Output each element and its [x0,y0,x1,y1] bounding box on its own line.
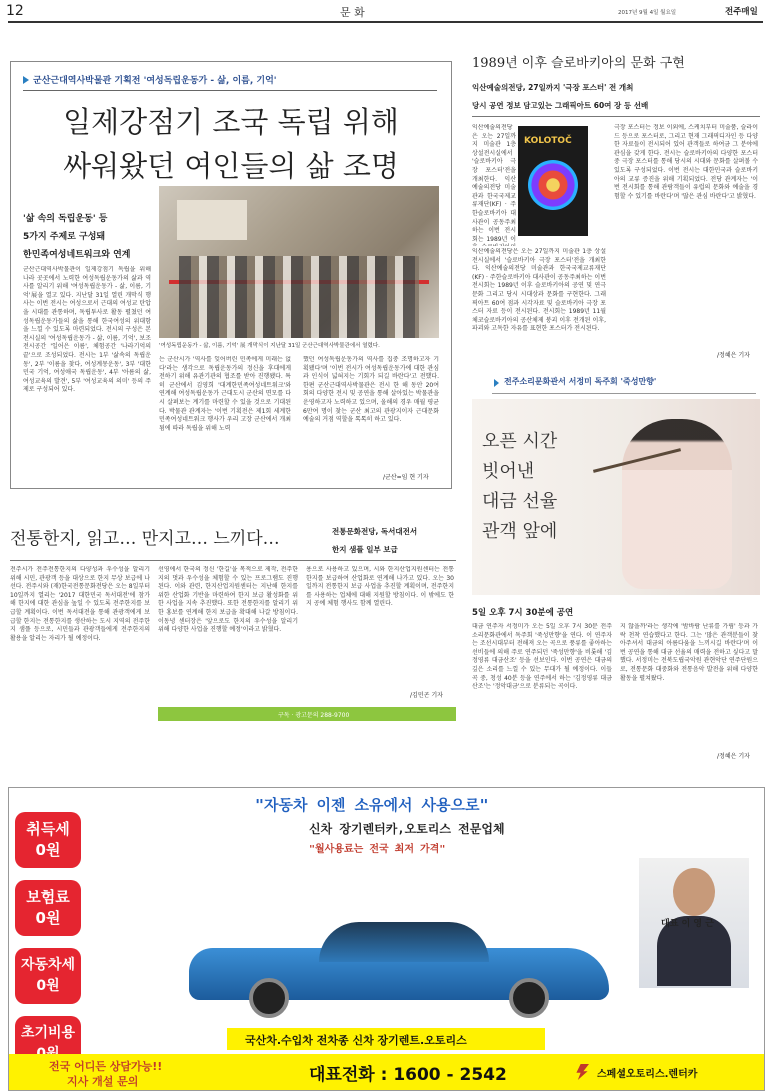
slovak-article [462,52,762,362]
hanji-sub-2: 한지 샘플 일부 보급 [332,545,398,554]
rep-name: 대표 이 영 근 [661,919,714,929]
slovak-sub-2: 당시 공연 정보 담고있는 그래픽아트 60여 장 등 선배 [472,101,649,110]
slovak-title: 1989년 이후 슬로바키아의 문화 구현 [472,56,685,71]
slovak-col-1: 익산예술의전당은 오는 27일까지 미술관 1층 상설전시실에서 '슬로바키아 극장 포스터'전을 개최한다. 익산예술의전당 미술관과 한국국제교류재단(KF) · 주한슬로바키아 대사관이 공동주최하는 이번 전시회는 1989년 이 [472,124,516,243]
subhead-1: '삶 속의 독립운동' 등 [23,214,108,224]
lead-col-3: 했던 여성독립운동가의 역사를 집중 조명하고자 기획됐다'며 '이번 전시가 여성독립운동가에 대한 관심과 인식이 넓혀지는 기회가 되길 바란다'고 전했다. 한편 군산근대역사박물관은 전시 한 해 동안 20여 회의 다양한 전시 및 공연을 통해 살아있는 박물관을 운영하고자 노력하고 있으며, 올해의 경우 매월 평균 6만여 명이 찾는 군산 최고의 관광지이자 근대문화예술의 거점 역할을 톡톡히 하고 있다. [303,356,439,424]
hanji-byline: /김민곤 기자 [410,692,443,699]
lead-col-2: 는 군산시가 '역사를 잊어버린 민족에게 미래는 없다'라는 생각으로 독립운동가의 정신을 후대에게 전하기 위해 유관기관의 협조를 받아 진행됐다. 특히 군산에서 김영희 '대계한민족여성네트워크'와 연계해 여성독립운동가 근대도시 군산의 면모를 다시 살펴보는 계기를 마련할 수 있을 것으로 기대된다. 박물관 관계자는 '이번 기획전은 제1회 세계한민족여성네트워크 행사가 우리 고장 군산에서 개최됨에 따라 독립을 위해 노력 [159,356,291,432]
sori-article [462,365,762,785]
kicker-rule [23,90,437,91]
photo-caption: '여성독립운동가 - 삶, 이름, 기억' 展 개막식이 지난달 31일 군산근대역사박물관에서 열렸다. [159,343,380,349]
kicker-arrow-icon [23,76,29,84]
section-name: 문 화 [340,6,365,19]
badge-acquisition-tax: 취득세 0원 [15,812,81,868]
kolotoc-poster [518,126,588,236]
hanji-col-3: 용으로 사용하고 있으며, 시와 한지산업지원센터는 전통한지를 보급하여 산업화로 연계해 나가고 있다. 오는 30일까지 전통한지 보급 사업을 추진할 계획이며, 전주한지를 사용하는 업체에 대해 지원할 방침이다. 이 밖에도 한지 공예 체험 행사도 함께 열린다. [306,566,454,608]
sori-byline: /정혜은 기자 [717,753,750,760]
page-number: 12 [6,3,24,19]
hanji-col-2: 선영에서 한국의 정신 '한길'을 목적으로 제작, 전주한지의 멋과 우수성을 체험할 수 있는 프로그램도 진행된다. 이와 관련, 한지산업지원센터는 지난해 한지를 위한 산업화 기반을 마련하여 한지 보급 활성화를 위한 사업을 지속 추진했다. 또한 전통한지를 알리기 위한 홍보를 연계해 한지 보급을 확대해 나갈 방침이다. 이동녕 센터장은 '앞으로도 한지의 우수성을 알리기 위해 다양한 사업을 진행할 예정'이라고 밝혔다. [158,566,298,634]
slovak-byline: /정혜은 기자 [717,352,750,359]
hero-line-2: 빗어낸 [482,461,535,482]
subhead-2: 5가지 주제로 구성돼 [23,232,106,242]
hanji-article [10,520,460,770]
badge-initial-cost: 초기비용 [15,1016,81,1072]
sori-kicker-rule [492,393,756,394]
badge-insurance: 보험료 0원 [15,880,81,936]
badge-vehicle-tax: 자동차세 0원 [15,948,81,1004]
sports-car [179,908,619,1018]
subhead-3: 한민족여성네트워크와 연계 [23,250,131,260]
ad-brand: 스페셜오토리스.렌터카 [597,1069,698,1080]
headline-line-1: 일제강점기 조국 독립 위해 [63,105,399,139]
car-roof [319,922,489,962]
ad-specialty: 신차 장기렌터카,오토리스 전문업체 [309,822,505,836]
photo-banner [177,200,247,240]
slovak-col-2: 극장 포스터는 정보 이외에, 스케치부터 미술품, 슬라이드 등으로 포스터로, 그리고 현재 그래픽디자인 등 다양한 자료들이 전시되어 있어 관객들로 하여금 그 분야에 관심을 갖게 한다. 전시는 슬로바키아의 다양한 포스터 중 극장 포스터를 통해 당시의 시대와 문화를 살펴볼 수 있도록 구성되었다. 이번 전시는 대한민국과 슬로바키아의 교류 증진을 위해 기획되었다. 전당 관계자는 '이번 전시회를 통해 관람객들이 유럽의 문화와 예술을 경험할 수 있기를 바란다'며 '많은 관심 바란다'고 밝혔다. [614,124,758,200]
lead-headline [11,100,451,188]
hero-line-1: 오픈 시간 [482,431,558,452]
ad-footer [9,1054,764,1090]
ad-slogan: "자동차 이젠 소유에서 사용으로" [255,796,489,814]
hanji-title: 전통한지, 읽고… 만지고… 느끼다… [10,529,280,549]
page-header [0,0,769,24]
lead-article [10,61,452,489]
ceremony-photo [159,186,439,338]
lead-subheads [23,210,130,264]
sori-kicker: 전주소리문화관서 서정미 독주회 '죽성만향' [504,377,657,386]
sori-col-2: 지 않을까'라는 생각에 '밤바람 난류를 가림' 등과 가락 천착 연습했다고 한다. 그는 '많은 관객분들이 찾아주셔서 대금의 아름다움을 느끼시길 바란다'며 이번 공연을 통해 대금 선율의 매력을 전하고 싶다고 말했다. 서정미는 전북도립국악원 관현악단 연주단원으로, 전통문화 대중화와 전통음악 발전을 위해 다양한 활동을 펼쳐왔다. [620,623,758,682]
lead-kicker: 군산근대역사박물관 기획전 '여성독립운동가 - 삶, 이름, 기억' [33,76,277,86]
issue-date: 2017년 9월 4일 월요일 [618,10,677,16]
brand-bolt-icon [575,1064,589,1080]
call-line-1: 전국 어디든 상담가능!! [49,1060,163,1073]
slovak-rule [472,116,760,117]
hanji-rule [10,560,456,561]
ad-banner [227,1028,545,1050]
slovak-col-1b: 익산예술의전당은 오는 27일까지 미술관 1층 상설전시실에서 '슬로바키아 극장 포스터'전을 개최한다. 익산예술의전당 미술관과 한국국제교류재단(KF) · 주한슬로바키아 대사관이 공동주최하는 이번 전시회는 1989년 이후 슬로바키아의 공연 및 연극 문화 그리고 당시 시대상과 문화를 구현한다. 그래픽아트 60여 점과 시각자료 및 슬로바키아 극장 포스터 자료 등이 전시된다. 전시회는 1989년 11월 체코슬로바키아의 공산체제 붕괴 이후 전개된 이후, 파괴와 고독한 자유를 표현한 포스터가 전시된다. [472,248,606,333]
sori-kicker-arrow-icon [494,379,499,387]
photo-crowd [179,256,419,338]
subscription-bar [158,707,456,721]
rep-head [673,868,715,916]
car-wheel-rear [509,978,549,1018]
car-lease-ad [8,787,765,1091]
headline-line-2: 싸워왔던 여인들의 삶 조명 [63,149,399,183]
call-line-2: 지사 개설 문의 [67,1075,139,1088]
subscription-text: 구독 · 광고문의 288-9700 [278,712,350,719]
sori-col-1: 대금 연주자 서정미가 오는 5일 오후 7시 30분 전주소리문화관에서 독주회 '죽성만향'을 연다. 이 연주자는 조선시대부터 전해져 오는 곡으로 풍류를 좋아하는 선비들에 의해 주로 연주되던 '죽성만향'을 비롯해 '김정영류 대금산조' 등을 선보인다. 이번 공연은 대금의 깊은 소리를 느낄 수 있는 무대가 될 예정이다. 이들 곡 중, 청성 40분 등을 연주에서 하는 '김정영류 대금산조'는 '정악대금'으로 분류되는 곡이다. [472,623,612,691]
sori-time: 5일 오후 7시 30분에 공연 [472,608,574,618]
poster-flower [528,160,578,210]
performer-figure [622,419,732,589]
car-wheel-front [249,978,289,1018]
slovak-sub-1: 익산예술의전당, 27일까지 '극장 포스터' 전 개최 [472,83,634,92]
ad-guarantee: "월사용료는 전국 최저 가격" [309,844,446,855]
lead-col-1: 군산근대역사박물관이 일제강점기 독립을 위해 나라 곳곳에서 노력한 여성독립운동가의 삶과 역사를 알리기 위해 '여성독립운동가 - 삶, 이름, 기억'展을 열고 있다. 지난달 31일 열린 개막식 행사는 이번 전시는 여성으로서 근대의 여성교 탄압을 시대를 관통하며, 독립투사로 활동 펼쳤던 여성독립운동가들의 삶을 통해 한국여성의 위대함을 느낄 수 있도록 마련되었다. 전시의 구성은 본 전시실의 '여성독립운동가 - 삶, 이름, 기억', 보조 전시공간 '일어은 이름', 체험공간 '나라기억의 끝'으로 조성되었다. 전시는 1부 '삶속의 독립운동', 2부 '이름을 찾다, 여성계몽운동', 3부 '대한민국 기억, 여성애국 독립운동', 4부 '아름의 삶, 여성교육의 발견', 5부 '여성교육의 의미' 등의 주제로 구성되어 있다. [23,266,151,394]
ad-phone: 대표전화 : 1600 - 2542 [309,1065,507,1085]
hero-line-4: 관객 앞에 [482,521,558,542]
header-rule [8,21,763,23]
hanji-sub-1: 전통문화전당, 독서대전서 [332,527,418,536]
sori-hero-text [482,427,557,547]
performer-photo [472,399,760,595]
poster-title: KOLOTOČ [524,136,572,146]
lead-byline: /군산=임 현 기자 [383,474,429,481]
paper-name: 전주매일 [725,7,758,17]
hero-line-3: 대금 선율 [482,491,558,512]
ad-banner-text: 국산차.수입차 전차종 신차 장기렌트.오토리스 [245,1034,467,1047]
hanji-col-1: 전주시가 전주전통한지의 다양성과 우수성을 알리기 위해 시민, 관광객 등을 대상으로 한지 무상 보급에 나선다. 전주시와 (재)한국전통문화전당은 오는 8일부터 10일까지 열리는 '2017 대한민국 독서대전'에 참가해 한지에 대한 관심을 높일 수 있도록 전주한지를 보급할 계획이다. 이번 독서대전을 통해 관광객에게 보급할 한지는 전통한지를 생산하는 도시 지역의 전주한지 샘플 등으로, 시민들과 관광객들에게 전주한지의 활용을 알리는 자리가 될 예정이다. [10,566,150,642]
